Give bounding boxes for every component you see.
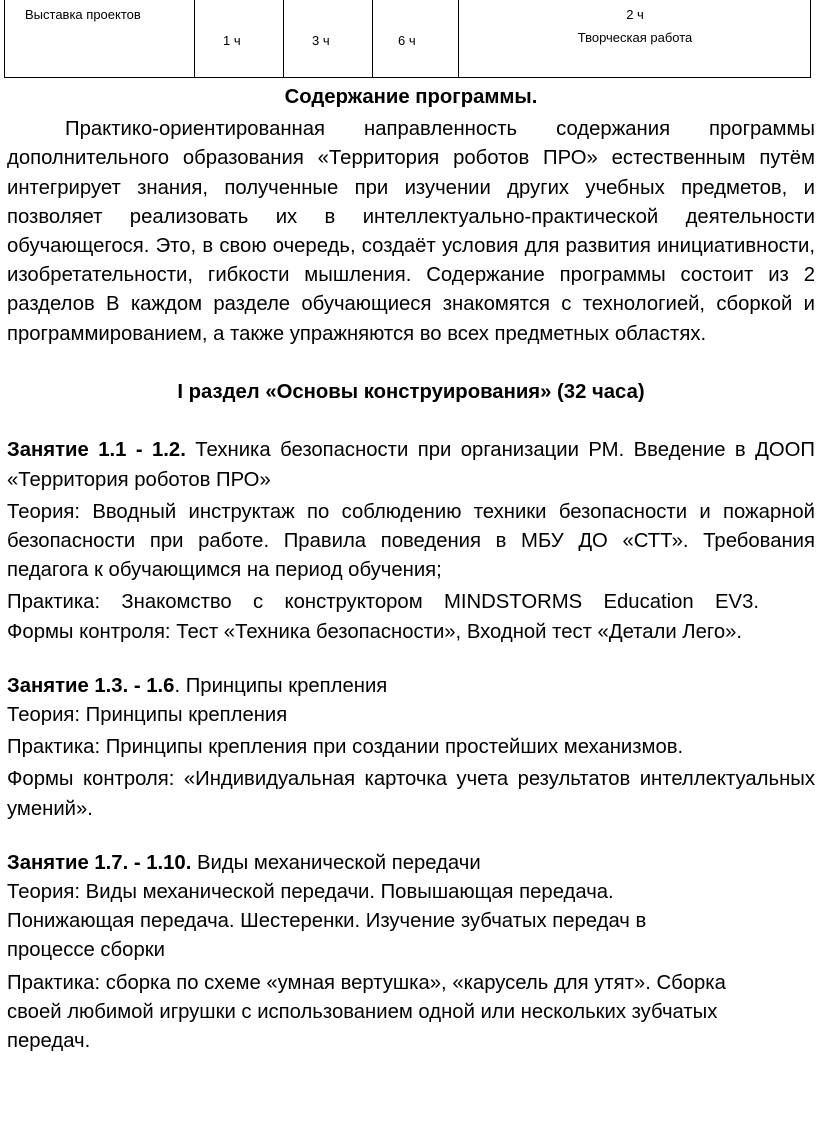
lesson-2-label: Занятие 1.3. - 1.6	[7, 674, 175, 697]
table-cell-hours-3	[373, 0, 459, 77]
lesson-2-forms: Формы контроля: «Индивидуальная карточка учета результатов интеллектуальных умений».	[7, 768, 815, 820]
table-cell-form	[459, 0, 811, 77]
lesson-3-heading	[7, 849, 815, 878]
lesson-3-practice: Практика: сборка по схеме «умная вертушка», «карусель для утят». Сборка своей любимой игрушки с использованием одной или нескольких зубчатых передач.	[7, 971, 726, 1053]
form-type-value: Творческая работа	[577, 30, 693, 45]
lesson-3-theory: Теория: Виды механической передачи. Повышающая передача. Понижающая передача. Шестеренки. Изучение зубчатых передач в процессе сборки	[7, 881, 647, 962]
intro-paragraph: Практико-ориентированная направленность содержания программы дополнительного образования «Территория роботов ПРО» естественным путём интегрирует знания, полученные при изучении других учебных предметов, и позволяет реализовать их в интеллектуально-практической деятельности обучающегося. Это, в свою очередь, создаёт условия для развития инициативности, изобретательности, гибкости мышления. Содержание программы состоит из 2 разделов В каждом разделе обучающиеся знакомятся с технологией, сборкой и программированием, а также упражняются во всех предметных областях.	[7, 118, 815, 345]
page-title: Содержание программы.	[284, 86, 538, 108]
lesson-1-label: Занятие 1.1 - 1.2.	[7, 439, 186, 462]
lesson-3-label: Занятие 1.7. - 1.10.	[7, 851, 192, 874]
lesson-1-forms: Формы контроля: Тест «Техника безопасности», Входной тест «Детали Лего».	[7, 620, 743, 643]
lesson-1-practice: Практика: Знакомство с конструктором MINDSTORMS Education EV3.	[7, 591, 759, 614]
lesson-2-heading	[7, 672, 815, 701]
hours-3-value: 6 ч	[398, 33, 416, 48]
schedule-table-row	[4, 0, 811, 78]
section-title: I раздел «Основы конструирования» (32 часа)	[177, 381, 645, 404]
table-cell-activity	[5, 0, 195, 77]
lesson-2-practice: Практика: Принципы крепления при создании простейших механизмов.	[7, 736, 684, 759]
lesson-3-title: Виды механической передачи	[191, 851, 481, 874]
table-cell-hours-1	[195, 0, 284, 77]
lesson-2-theory: Теория: Принципы крепления	[7, 704, 288, 727]
table-cell-hours-2	[284, 0, 373, 77]
activity-label: Выставка проектов	[25, 7, 141, 22]
lesson-1-title: Техника безопасности при организации РМ. Введение в ДООП «Территория роботов ПРО»	[7, 439, 816, 491]
lesson-1-theory: Теория: Вводный инструктаж по соблюдению техники безопасности и пожарной безопасности при работе. Правила поведения в МБУ ДО «СТТ». Требования педагога к обучающимся на период обучения;	[7, 500, 815, 582]
hours-2-value: 3 ч	[312, 33, 330, 48]
lesson-2-title: . Принципы крепления	[174, 674, 388, 697]
form-hours-value: 2 ч	[626, 7, 644, 22]
lesson-1-heading	[7, 436, 815, 494]
document-body	[7, 83, 815, 1056]
hours-1-value: 1 ч	[223, 33, 241, 48]
